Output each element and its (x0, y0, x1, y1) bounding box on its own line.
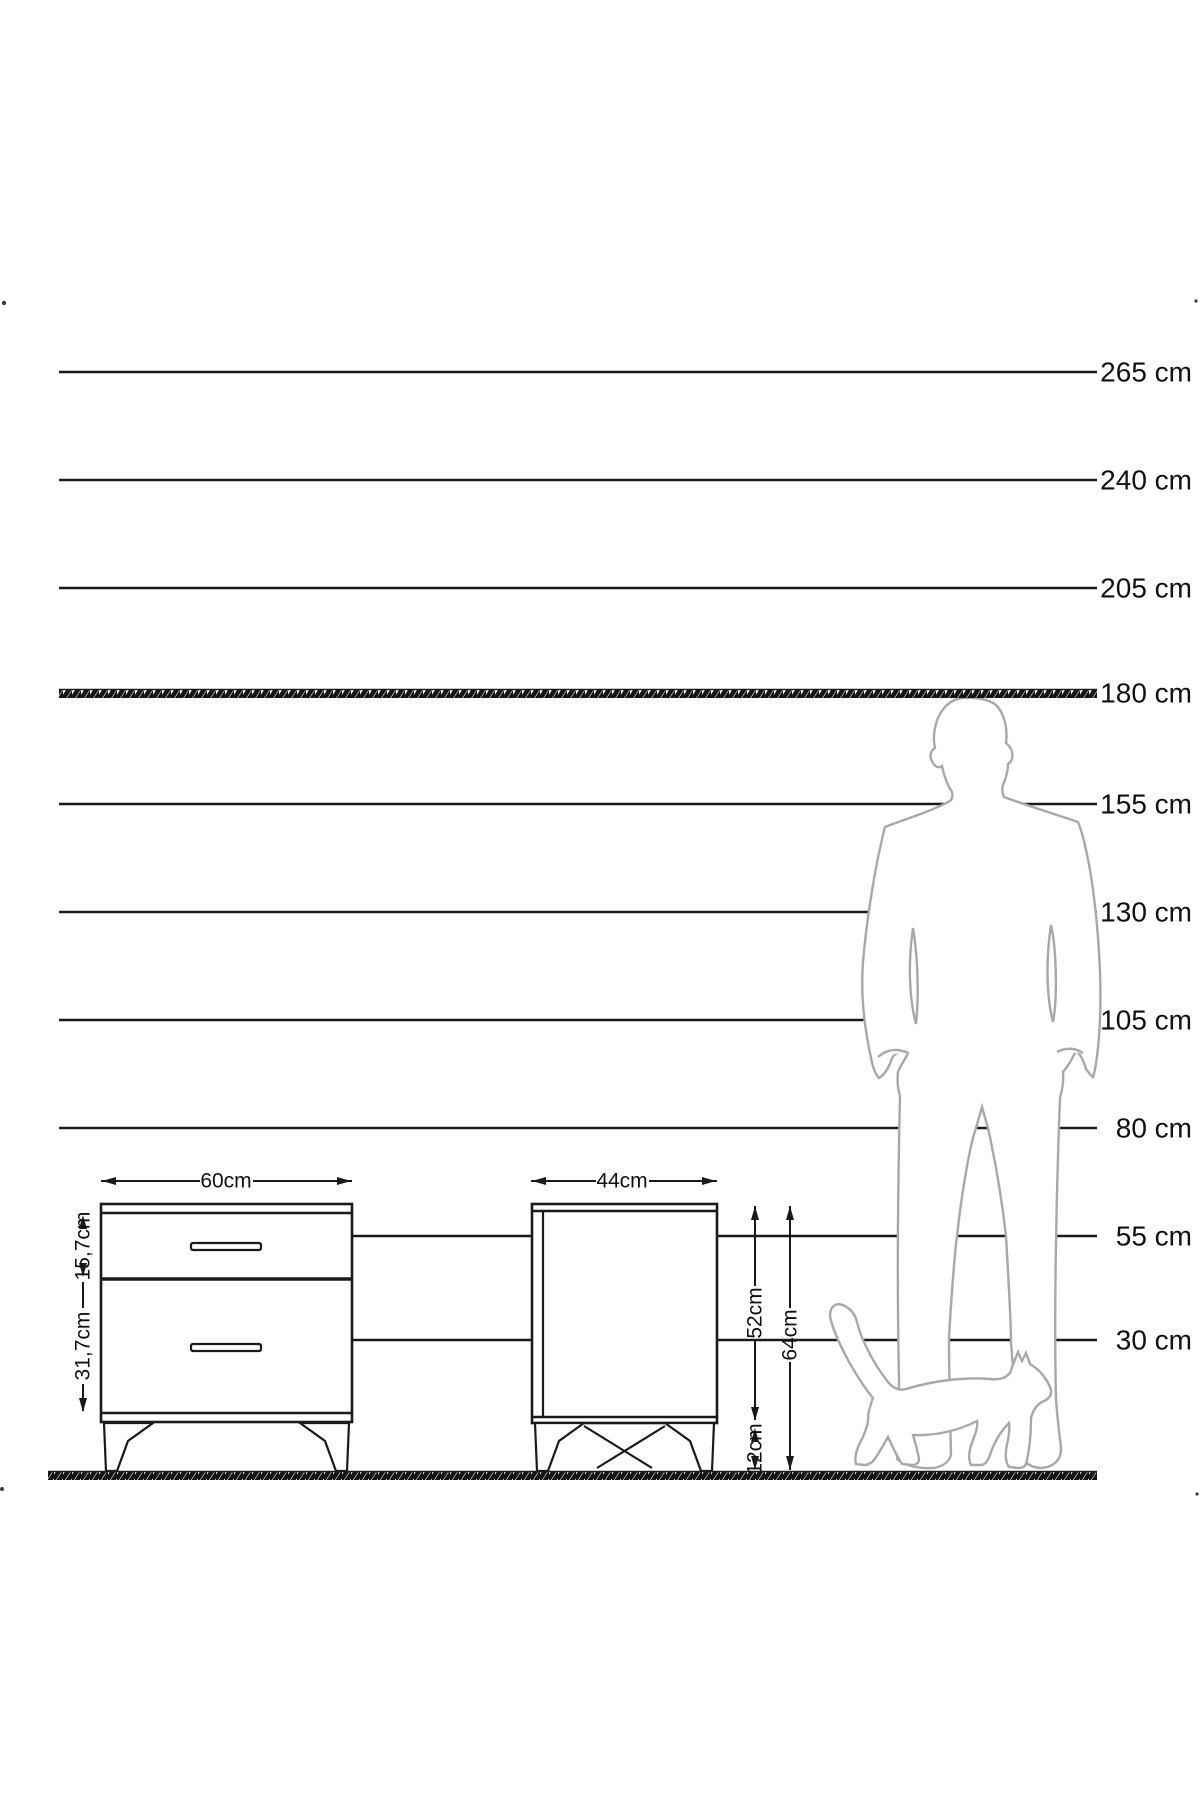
scale-label-30: 30 cm (1115, 1324, 1192, 1356)
scale-label-205: 205 cm (1100, 572, 1192, 604)
front-lower-drawer-handle (191, 1344, 261, 1351)
datum-hatch-180 (59, 689, 1097, 698)
scale-label-130: 130 cm (1100, 896, 1192, 928)
ground-hatch (48, 1471, 1097, 1480)
datum-line-180 (59, 689, 1097, 698)
scale-label-265: 265 cm (1100, 356, 1192, 388)
scale-label-155: 155 cm (1100, 788, 1192, 820)
front-upper-drawer-handle (191, 1243, 261, 1250)
lower-drawer-height-label: 31,7cm (71, 1311, 95, 1381)
ground-line (48, 1471, 1097, 1480)
front-width-label: 60cm (200, 1169, 252, 1193)
scale-label-55: 55 cm (1115, 1220, 1192, 1252)
scale-label-180: 180 cm (1100, 677, 1192, 709)
front-carcass (101, 1204, 352, 1422)
carcass-height-label: 52cm (743, 1287, 767, 1339)
scale-label-80: 80 cm (1115, 1112, 1192, 1144)
total-height-label: 64cm (778, 1309, 802, 1361)
upper-drawer-height-label: 15,7cm (71, 1211, 95, 1281)
scale-label-105: 105 cm (1100, 1004, 1192, 1036)
leg-height-label: 12cm (743, 1423, 767, 1475)
side-depth-label: 44cm (596, 1169, 648, 1193)
scale-label-240: 240 cm (1100, 464, 1192, 496)
side-carcass (532, 1204, 717, 1423)
